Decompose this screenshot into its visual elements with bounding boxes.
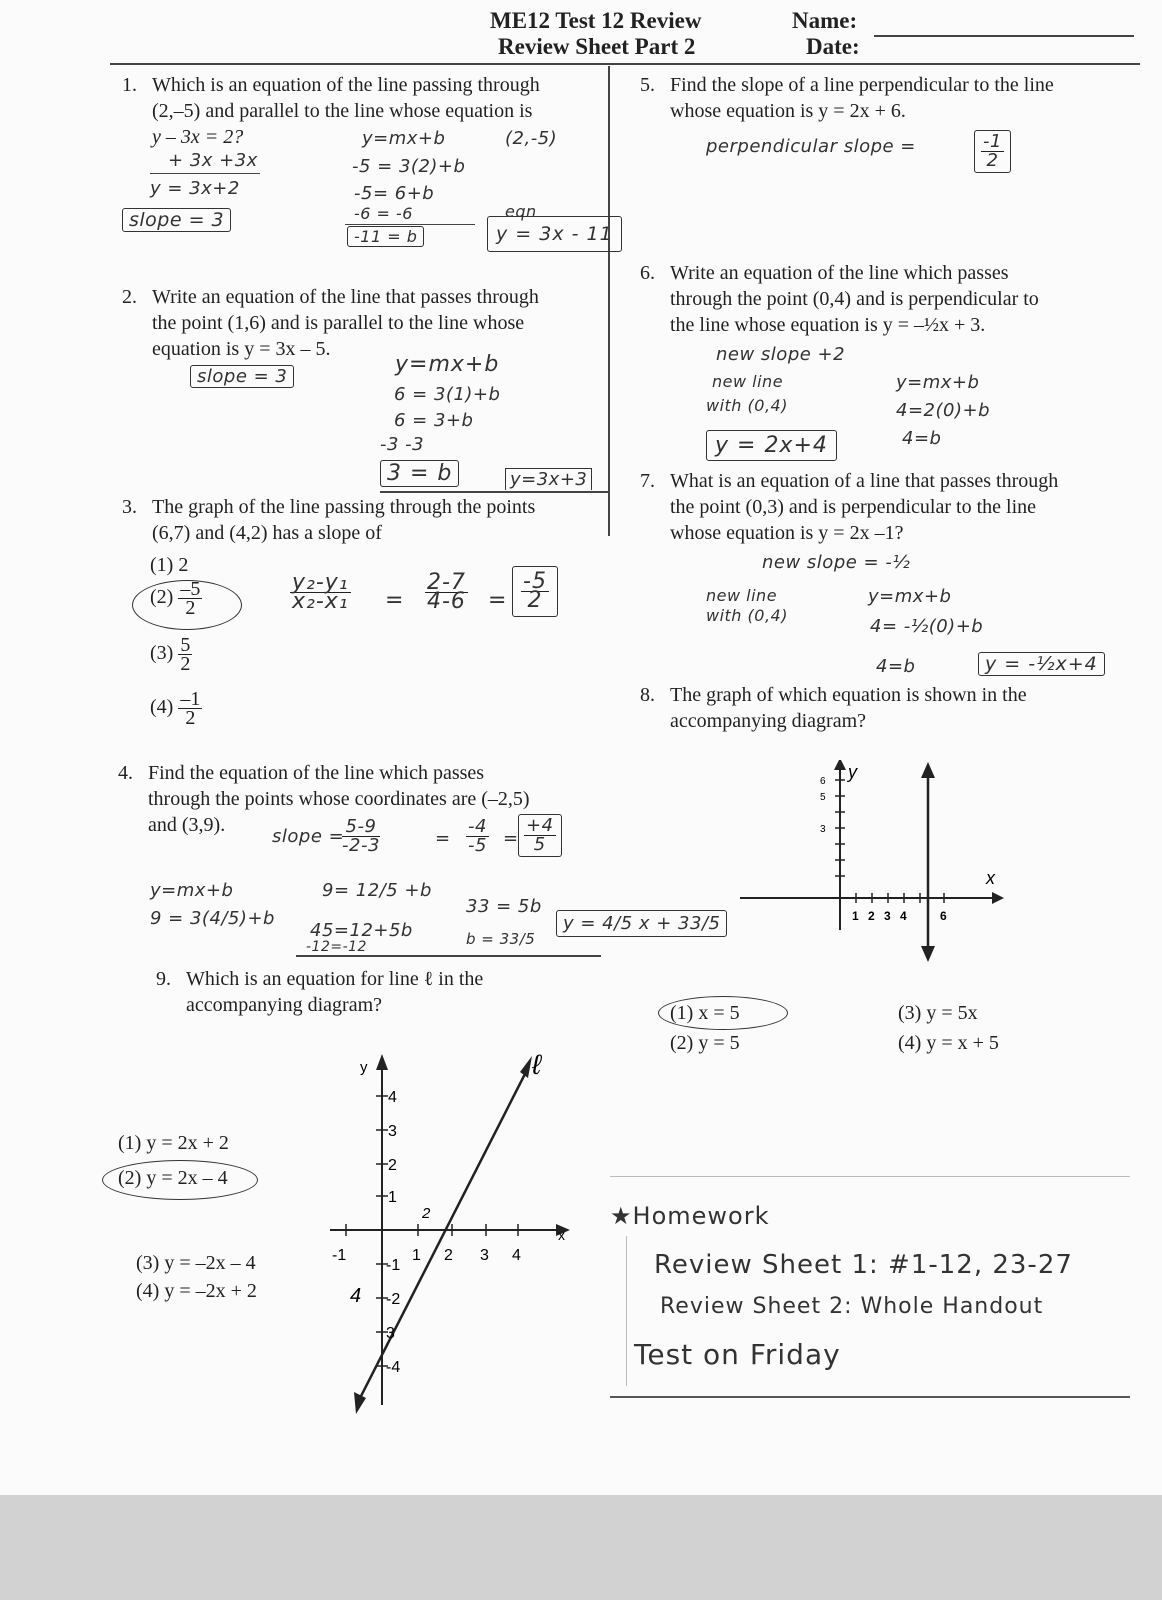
slope-box: slope = 3: [190, 365, 294, 388]
y-tick-label: 3: [820, 824, 826, 835]
header-rule: [110, 63, 1140, 65]
line-arrow-bottom: [354, 1392, 366, 1414]
x-axis-label: x: [986, 868, 995, 888]
question-text: equation is y = 3x – 5.: [152, 338, 331, 360]
note-top-rule: [610, 1176, 1130, 1177]
line-l: [358, 1068, 528, 1402]
question-text: (6,7) and (4,2) has a slope of: [152, 522, 382, 544]
work-line: with (0,4): [706, 396, 788, 415]
option-fraction: [178, 690, 202, 727]
option-3[interactable]: (3) y = 5x: [898, 1002, 978, 1024]
work-line: y=mx+b: [896, 372, 980, 393]
slope-formula: [290, 570, 351, 614]
question-text: accompanying diagram?: [670, 710, 867, 732]
question-number: 1.: [122, 74, 137, 96]
homework-note: [610, 1176, 1130, 1402]
work-line: y=mx+b: [150, 880, 234, 901]
question-text: through the points whose coordinates are (–2,5): [148, 788, 530, 810]
title-line-2: Review Sheet Part 2: [498, 34, 696, 59]
work-line: -5= 6+b: [354, 183, 435, 204]
option-1[interactable]: (1) 2: [150, 554, 189, 576]
fraction-numerator: y₂-y₁: [292, 570, 349, 595]
work-line: 4=b: [876, 656, 916, 677]
homework-line-2: Review Sheet 2: Whole Handout: [660, 1294, 1044, 1319]
name-underline: [874, 35, 1134, 37]
fraction-numerator: 5: [180, 634, 191, 656]
x-tick-label: 2: [868, 909, 875, 923]
x-tick-label: 3: [884, 909, 891, 923]
question-3: [122, 494, 607, 546]
equals-sign: =: [488, 588, 508, 613]
work-rule: [150, 173, 260, 174]
question-text: Write an equation of the line that passes through: [152, 286, 539, 308]
fraction-denominator: 5: [533, 834, 546, 855]
fraction-denominator: -2-3: [342, 835, 380, 856]
question-text: Find the slope of a line perpendicular to the line: [670, 74, 1054, 96]
b-box: -11 = b: [347, 226, 424, 247]
x-tick-label: 2: [444, 1247, 453, 1264]
line-arrow-top: [520, 1056, 532, 1078]
work-line: 9= 12/5 +b: [322, 880, 432, 901]
y-tick-label: 3: [386, 1325, 395, 1342]
answer-box: [974, 130, 1011, 173]
slope-label: slope =: [272, 826, 345, 847]
fraction-denominator: 4-6: [427, 589, 466, 614]
question-number: 8.: [640, 684, 655, 706]
option-2[interactable]: [150, 580, 202, 617]
answer-box: [512, 566, 558, 617]
option-2[interactable]: (2) y = 2x – 4: [118, 1167, 228, 1189]
question-text: What is an equation of a line that passes through: [670, 470, 1059, 492]
x-tick-label: 1: [412, 1247, 421, 1264]
work-line: -6 = -6: [354, 204, 413, 223]
work-line: new slope +2: [716, 344, 846, 365]
work-line: (2,-5): [505, 128, 558, 149]
fraction-denominator: 2: [986, 150, 999, 171]
work-line: y = 3x+2: [150, 178, 240, 199]
question-text: The graph of the line passing through the points: [152, 496, 536, 518]
x-tick-label: 4: [900, 909, 907, 923]
option-label: (4): [150, 696, 174, 719]
y-tick-label: 2: [388, 1157, 397, 1174]
question-number: 7.: [640, 470, 655, 492]
note-bottom-rule: [610, 1396, 1130, 1398]
fraction-denominator: 2: [180, 653, 191, 675]
answer-box: y = 4/5 x + 33/5: [556, 910, 727, 937]
work-line: -12=-12: [306, 939, 367, 955]
question-text: whose equation is y = 2x + 6.: [670, 100, 906, 122]
work-line: 33 = 5b: [466, 896, 542, 917]
work-line: -5 = 3(2)+b: [352, 156, 466, 177]
question-text: accompanying diagram?: [186, 994, 383, 1016]
question-7: [640, 468, 1130, 546]
fraction-denominator: 2: [185, 707, 196, 729]
scan-margin: [0, 1495, 1162, 1600]
y-axis-label: y: [360, 1059, 368, 1076]
fraction-numerator: –5: [180, 578, 201, 600]
work-line: 6 = 3(1)+b: [394, 384, 501, 405]
option-4[interactable]: [150, 690, 202, 727]
equals-sign: =: [435, 828, 451, 849]
line-label: ℓ: [532, 1050, 542, 1080]
y-tick-label: 4: [388, 1089, 397, 1106]
work-line: eqn: [505, 202, 537, 221]
x-tick-label: 4: [512, 1247, 521, 1264]
answer-box: y = 3x - 11: [487, 216, 622, 252]
y-tick-label: 3: [388, 1123, 397, 1140]
rise-note: 2: [422, 1205, 431, 1222]
option-fraction: [178, 580, 202, 617]
work-line: new line: [712, 372, 784, 391]
work-line: b = 33/5: [466, 930, 536, 948]
question-text: whose equation is y = 2x –1?: [670, 522, 904, 544]
run-note: 4: [350, 1285, 362, 1307]
slope-fraction: [466, 818, 489, 855]
work-line: y=mx+b: [868, 586, 952, 607]
slope-answer-box: [518, 814, 562, 857]
date-label: Date:: [806, 34, 860, 59]
question-2: [122, 284, 607, 362]
y-axis-arrow: [834, 760, 846, 770]
option-label: (3): [150, 642, 174, 665]
question-6: [640, 260, 1120, 338]
homework-line-1: Review Sheet 1: #1-12, 23-27: [654, 1250, 1073, 1280]
work-line: 6 = 3+b: [394, 410, 474, 431]
question-number: 3.: [122, 496, 137, 518]
fraction-denominator: 2: [185, 597, 196, 619]
line-arrow-bottom: [921, 946, 935, 962]
slope-fraction: [342, 818, 380, 855]
question-number: 5.: [640, 74, 655, 96]
x-tick-label: -1: [332, 1247, 347, 1264]
x-axis-arrow: [992, 892, 1004, 904]
question-text: Write an equation of the line which passes: [670, 262, 1009, 284]
fraction-denominator: -5: [468, 835, 487, 856]
equals-sign: =: [385, 588, 405, 613]
fraction-numerator: -5: [523, 569, 547, 594]
y-tick-label: -2: [386, 1291, 401, 1308]
homework-line-3: Test on Friday: [634, 1338, 841, 1371]
y-tick-label: 6: [820, 776, 826, 787]
question-number: 9.: [156, 968, 171, 990]
question-text: Find the equation of the line which passes: [148, 762, 485, 784]
work-line: new line: [706, 586, 778, 605]
work-line: new slope = -½: [762, 552, 911, 573]
option-3[interactable]: [150, 636, 192, 673]
x-axis-label: x: [558, 1227, 565, 1243]
question-text: Which is an equation of the line passing through: [152, 74, 540, 96]
question-9: [156, 966, 596, 1018]
question-text: (2,–5) and parallel to the line whose equation is: [152, 100, 533, 122]
question-8: [640, 682, 1130, 734]
answer-underline: [296, 955, 601, 957]
option-3[interactable]: (3) y = –2x – 4: [136, 1252, 256, 1274]
y-tick-label: -1: [386, 1257, 401, 1274]
answer-box: y = -½x+4: [978, 652, 1105, 676]
work-line: 45=12+5b: [310, 920, 413, 941]
fraction-numerator: -4: [468, 816, 487, 837]
question-text: y – 3x = 2?: [152, 126, 244, 148]
work-line: perpendicular slope =: [706, 136, 916, 157]
work-line: 4=2(0)+b: [896, 400, 990, 421]
y-tick-label: 1: [388, 1189, 397, 1206]
question-text: through the point (0,4) and is perpendicular to: [670, 288, 1039, 310]
question-text: the point (0,3) and is perpendicular to the line: [670, 496, 1037, 518]
option-1[interactable]: (1) x = 5: [670, 1002, 740, 1024]
q8-graph: [730, 760, 1010, 980]
homework-title: ★Homework: [610, 1202, 770, 1230]
name-label: Name:: [792, 8, 858, 33]
work-line: y=mx+b: [362, 128, 446, 149]
title-line-1: ME12 Test 12 Review: [490, 8, 702, 33]
question-number: 2.: [122, 286, 137, 308]
x-tick-label: 6: [940, 909, 947, 923]
y-tick-label: 5: [820, 792, 826, 803]
option-1[interactable]: (1) y = 2x + 2: [118, 1132, 229, 1154]
fraction-numerator: –1: [180, 688, 201, 710]
work-line: y=mx+b: [395, 352, 500, 377]
fraction-denominator: x₂-x₁: [292, 589, 349, 614]
work-line: 4= -½(0)+b: [870, 616, 984, 637]
option-label: (2): [150, 586, 174, 609]
work-line: -3 -3: [380, 434, 425, 455]
question-text: Which is an equation for line ℓ in the: [186, 968, 484, 990]
option-4[interactable]: (4) y = x + 5: [898, 1032, 999, 1054]
fraction-numerator: +4: [526, 815, 554, 836]
slope-box: slope = 3: [122, 208, 231, 232]
y-axis-label: y: [848, 762, 857, 782]
question-text: the line whose equation is y = –½x + 3.: [670, 314, 986, 336]
answer-box: y = 2x+4: [706, 430, 837, 461]
fraction-numerator: 2-7: [427, 570, 466, 595]
b-box: 3 = b: [380, 460, 459, 487]
answer-box: y=3x+3: [505, 468, 592, 490]
x-tick-label: 1: [852, 909, 859, 923]
answer-underline: [380, 491, 608, 493]
question-number: 4.: [118, 762, 133, 784]
y-axis-arrow: [376, 1054, 388, 1070]
line-arrow-top: [921, 762, 935, 778]
column-divider: [608, 66, 610, 536]
y-tick-label: -4: [386, 1359, 401, 1376]
question-text: The graph of which equation is shown in the: [670, 684, 1027, 706]
option-2[interactable]: (2) y = 5: [670, 1032, 740, 1054]
x-tick-label: 3: [480, 1247, 489, 1264]
option-fraction: [178, 636, 192, 673]
equals-sign: =: [503, 828, 519, 849]
slope-substitution: [425, 570, 468, 614]
work-rule: [345, 224, 475, 225]
fraction-denominator: 2: [527, 588, 543, 613]
question-5: [640, 72, 1120, 124]
note-left-rule: [626, 1236, 627, 1386]
fraction-numerator: 5-9: [342, 818, 380, 837]
work-line: + 3x +3x: [168, 150, 258, 171]
work-line: with (0,4): [706, 606, 788, 625]
question-number: 6.: [640, 262, 655, 284]
fraction-numerator: -1: [983, 131, 1002, 152]
question-text: and (3,9).: [148, 814, 226, 836]
option-4[interactable]: (4) y = –2x + 2: [136, 1280, 257, 1302]
work-line: 9 = 3(4/5)+b: [150, 908, 275, 929]
q9-graph: [320, 1050, 600, 1420]
work-line: 4=b: [902, 428, 942, 449]
question-text: the point (1,6) and is parallel to the line whose: [152, 312, 525, 334]
